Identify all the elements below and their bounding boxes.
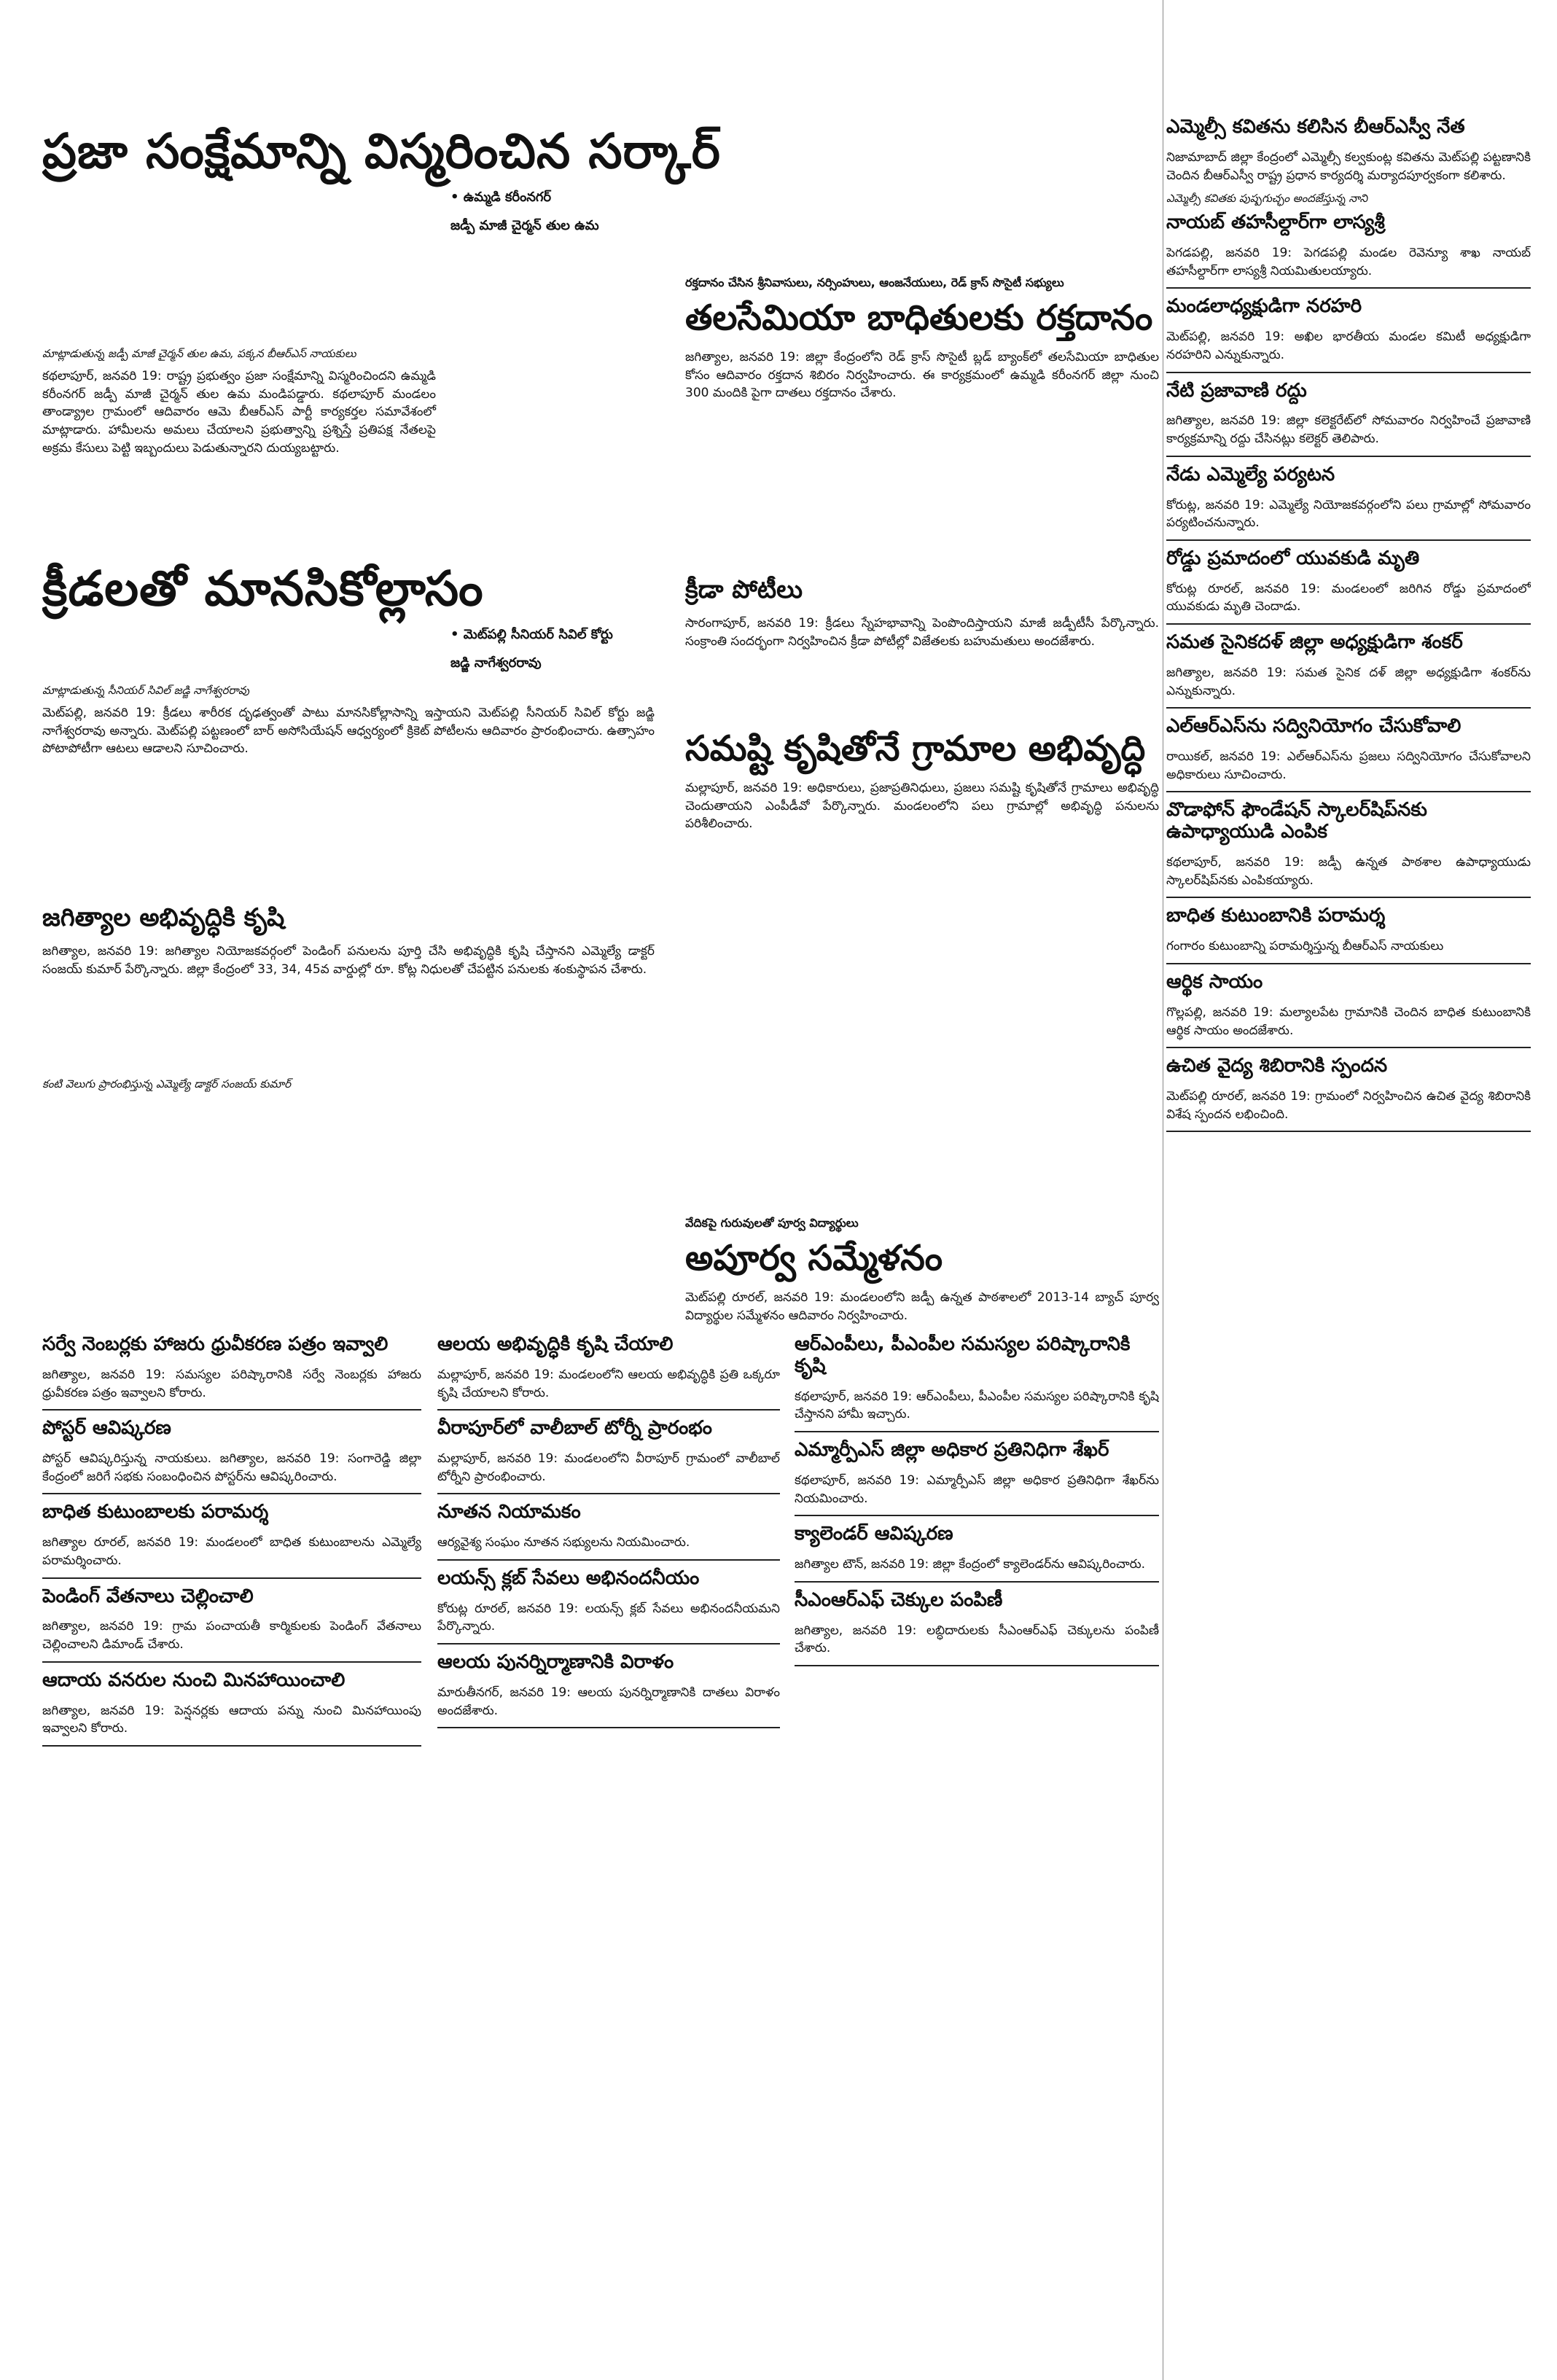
lead-byline-2: జడ్పీ మాజీ చైర్మన్ తుల ఉమ xyxy=(450,217,599,233)
brief-headline: సర్వే నెంబర్లకు హాజరు ధ్రువీకరణ పత్రం ఇవ్వాలి xyxy=(42,1334,389,1355)
brief-headline: నేడు ఎమ్మెల్యే పర్యటన xyxy=(1166,463,1335,485)
sports-caption: మాట్లాడుతున్న సీనియర్ సివిల్ జడ్జి నాగేశ్వరరావు xyxy=(42,683,249,697)
news-brief xyxy=(795,1334,1159,1432)
brief-body: మల్లాపూర్, జనవరి 19: మండలంలోని ఆలయ అభివృద్ధికి ప్రతి ఒక్కరూ కృషి చేయాలని కోరారు. xyxy=(437,1367,780,1400)
brief-body: పెగడపల్లి, జనవరి 19: పెగడపల్లి మండల రెవెన్యూ శాఖ నాయబ్ తహసీల్దార్‌గా లాస్యశ్రీ నియమితులయ్యారు. xyxy=(1166,246,1531,278)
brief-divider xyxy=(42,1577,421,1579)
brief-body: కథలాపూర్, జనవరి 19: ఆర్ఎంపీలు, పీఎంపీల సమస్యల పరిష్కారానికి కృషి చేస్తానని హామీ ఇచ్చారు. xyxy=(795,1389,1159,1422)
bottom-column-1 xyxy=(42,1334,421,2354)
news-brief xyxy=(42,1418,421,1494)
brief-divider xyxy=(437,1643,780,1644)
brief-divider xyxy=(1166,791,1531,792)
sports-body: మెట్‌పల్లి, జనవరి 19: క్రీడలు శారీరక దృఢత్వంతో పాటు మానసికోల్లాసాన్ని ఇస్తాయని మెట్‌పల్లి సీనియర్ సివిల్ కోర్టు జడ్జి నాగేశ్వరరావు అన్నారు. మెట్‌పల్లి పట్టణంలో బార్ అసోసియేషన్ ఆధ్వర్యంలో క్రికెట్ పోటీలను ఆదివారం ప్రారంభించారు. ఉత్సాహం పోటాపోటీగా ఆటలు ఆడాలని సూచించారు. xyxy=(42,705,655,757)
brief-headline: వీరాపూర్‌లో వాలీబాల్ టోర్నీ ప్రారంభం xyxy=(437,1417,712,1440)
sidebar-caption: ఎమ్మెల్సీ కవితకు పుష్పగుచ్ఛం అందజేస్తున్న నాని xyxy=(1166,192,1367,206)
samashti-headline: సమష్టి కృషితోనే గ్రామాల అభివృద్ధి xyxy=(685,729,1146,769)
brief-divider xyxy=(1166,539,1531,541)
brief-divider xyxy=(42,1661,421,1663)
news-brief xyxy=(795,1590,1159,1666)
news-brief xyxy=(42,1586,421,1663)
brief-body: గొల్లపల్లి, జనవరి 19: మల్యాలపేట గ్రామానికి చెందిన బాధిత కుటుంబానికి ఆర్థిక సాయం అందజేశారు. xyxy=(1166,1004,1531,1038)
news-brief xyxy=(1166,716,1531,792)
apurva-headline: అపూర్వ సమ్మేళనం xyxy=(685,1238,943,1279)
krida-headline: క్రీడా పోటీలు xyxy=(685,576,803,604)
brief-divider xyxy=(42,1493,421,1494)
thalassemia-headline: తలసేమియా బాధితులకు రక్తదానం xyxy=(685,297,1153,338)
brief-divider xyxy=(1166,1131,1531,1132)
brief-divider xyxy=(795,1665,1159,1666)
brief-headline: బాధిత కుటుంబాలకు పరామర్శ xyxy=(42,1501,269,1523)
right-sidebar xyxy=(1166,117,1531,2347)
brief-divider xyxy=(1166,897,1531,898)
sports-byline-1: • మెట్‌పల్లి సీనియర్ సివిల్ కోర్టు xyxy=(450,626,613,642)
brief-headline: ఆర్ఎంపీలు, పీఎంపీల సమస్యల పరిష్కారానికి కృషి xyxy=(795,1334,1131,1377)
lead-body: కథలాపూర్, జనవరి 19: రాష్ట్ర ప్రభుత్వం ప్రజా సంక్షేమాన్ని విస్మరించిందని ఉమ్మడి కరీంనగర్ జడ్పీ మాజీ చైర్మన్ తుల ఉమ మండిపడ్డారు. కథలాపూర్ మండలం తాండ్య్రాల గ్రామంలో ఆదివారం ఆమె బీఆర్ఎస్ పార్టీ కార్యకర్తల సమావేశంలో మాట్లాడారు. హామీలను అమలు చేయాలని ప్రభుత్వాన్ని ప్రశ్నిస్తే ప్రతిపక్ష నేతలపై అక్రమ కేసులు పెట్టి ఇబ్బందులు పెడుతున్నారని దుయ్యబట్టారు. xyxy=(42,369,436,456)
brief-divider xyxy=(1166,372,1531,373)
lead-headline: ప్రజా సంక్షేమాన్ని విస్మరించిన సర్కార్ xyxy=(42,124,721,179)
development-story xyxy=(42,904,655,1283)
brief-headline: ఆర్థిక సాయం xyxy=(1166,970,1263,993)
brief-divider xyxy=(437,1727,780,1728)
brief-body: జగిత్యాల, జనవరి 19: సమస్యల పరిష్కారానికి సర్వే నెంబర్లకు హాజరు ధ్రువీకరణ పత్రం ఇవ్వాలని కోరారు. xyxy=(42,1367,421,1400)
news-brief xyxy=(795,1440,1159,1516)
samashti-body: మల్లాపూర్, జనవరి 19: అధికారులు, ప్రజాప్రతినిధులు, ప్రజలు సమష్టి కృషితోనే గ్రామాలు అభివృద్ధి చెందుతాయని ఎంపీడీవో పేర్కొన్నారు. మండలంలోని పలు గ్రామాల్లో అభివృద్ధి పనులను పరిశీలించారు. xyxy=(685,781,1159,832)
development-photo xyxy=(42,986,655,1073)
news-brief xyxy=(1166,381,1531,457)
brief-divider xyxy=(437,1409,780,1411)
brief-divider xyxy=(437,1493,780,1494)
news-brief xyxy=(1166,905,1531,964)
news-brief xyxy=(1166,1056,1531,1132)
brief-body: జగిత్యాల, జనవరి 19: జిల్లా కలెక్టరేట్‌లో సోమవారం నిర్వహించే ప్రజావాణి కార్యక్రమాన్ని రద్దు చేసినట్లు కలెక్టర్ తెలిపారు. xyxy=(1166,413,1531,447)
brief-body: మెట్‌పల్లి రూరల్, జనవరి 19: గ్రామంలో నిర్వహించిన ఉచిత వైద్య శిబిరానికి విశేష స్పందన లభించింది. xyxy=(1166,1089,1531,1122)
news-brief xyxy=(795,1523,1159,1583)
brief-body: మారుతీనగర్, జనవరి 19: ఆలయ పునర్నిర్మాణానికి దాతలు విరాళం అందజేశారు. xyxy=(437,1685,780,1718)
lead-caption: మాట్లాడుతున్న జడ్పీ మాజీ చైర్మన్ తుల ఉమ, పక్కన బీఆర్ఎస్ నాయకులు xyxy=(42,347,356,360)
brief-divider xyxy=(1166,1047,1531,1048)
brief-body: జగిత్యాల, జనవరి 19: సమత సైనిక దళ్ జిల్లా అధ్యక్షుడిగా శంకర్‌ను ఎన్నుకున్నారు. xyxy=(1166,665,1531,698)
brief-headline: ఎమ్మార్పీఎస్ జిల్లా అధికార ప్రతినిధిగా శేఖర్ xyxy=(795,1439,1109,1462)
brief-divider xyxy=(1166,456,1531,457)
brief-divider xyxy=(1166,963,1531,964)
sports-story xyxy=(42,561,655,889)
brief-divider xyxy=(795,1581,1159,1583)
news-brief xyxy=(1166,296,1531,372)
brief-headline: ఎల్ఆర్ఎస్‌ను సద్వినియోగం చేసుకోవాలి xyxy=(1166,715,1462,738)
brief-headline: సమత సైనికదళ్ జిల్లా అధ్యక్షుడిగా శంకర్ xyxy=(1166,631,1463,654)
brief-headline: నేటి ప్రజావాణి రద్దు xyxy=(1166,379,1307,402)
brief-headline: పెండింగ్ వేతనాలు చెల్లించాలి xyxy=(42,1585,254,1607)
krida-story xyxy=(685,576,1159,714)
brief-body: కోరుట్ల రూరల్, జనవరి 19: మండలంలో జరిగిన రోడ్డు ప్రమాదంలో యువకుడు మృతి చెందాడు. xyxy=(1166,581,1531,614)
brief-body: కోరుట్ల రూరల్, జనవరి 19: లయన్స్ క్లబ్ సేవలు అభినందనీయమని పేర్కొన్నారు. xyxy=(437,1601,780,1634)
lead-photo xyxy=(42,292,436,343)
news-brief xyxy=(437,1418,780,1494)
sidebar-briefs xyxy=(1166,212,1531,1132)
brief-headline: పోస్టర్ ఆవిష్కరణ xyxy=(42,1417,171,1440)
samashti-story xyxy=(685,729,1159,999)
news-brief xyxy=(437,1502,780,1561)
brief-divider xyxy=(795,1515,1159,1516)
development-headline: జగిత్యాల అభివృద్ధికి కృషి xyxy=(42,904,285,932)
brief-body: జగిత్యాల టౌన్, జనవరి 19: జిల్లా కేంద్రంలో క్యాలెండర్‌ను ఆవిష్కరించారు. xyxy=(795,1557,1146,1572)
news-brief xyxy=(437,1652,780,1728)
brief-headline: క్యాలెండర్ ఆవిష్కరణ xyxy=(795,1523,953,1545)
news-brief xyxy=(42,1670,421,1747)
brief-body: ఆర్యవైశ్య సంఘం నూతన సభ్యులను నియమించారు. xyxy=(437,1535,690,1550)
brief-headline: ఆదాయ వనరుల నుంచి మినహాయించాలి xyxy=(42,1669,346,1691)
news-brief xyxy=(1166,800,1531,898)
news-brief xyxy=(437,1568,780,1644)
brief-body: కోరుట్ల, జనవరి 19: ఎమ్మెల్యే నియోజకవర్గంలోని పలు గ్రామాల్లో సోమవారం పర్యటించనున్నారు. xyxy=(1166,497,1531,531)
brief-headline: వొడాఫోన్ ఫౌండేషన్ స్కాలర్‌షిప్‌నకు ఉపాధ్యాయుడి ఎంపిక xyxy=(1166,799,1427,843)
news-brief xyxy=(1166,464,1531,541)
brief-headline: ఆలయ అభివృద్ధికి కృషి చేయాలి xyxy=(437,1334,674,1355)
brief-headline: లయన్స్ క్లబ్ సేవలు అభినందనీయం xyxy=(437,1566,700,1589)
brief-body: మల్లాపూర్, జనవరి 19: మండలంలోని వీరాపూర్ గ్రామంలో వాలీబాల్ టోర్నీని ప్రారంభించారు. xyxy=(437,1451,780,1484)
brief-headline: ఆలయ పునర్నిర్మాణానికి విరాళం xyxy=(437,1651,674,1674)
brief-body: మెట్‌పల్లి, జనవరి 19: అఖిల భారతీయ మండల కమిటీ అధ్యక్షుడిగా నరహరిని ఎన్నుకున్నారు. xyxy=(1166,329,1531,362)
thalassemia-kicker: రక్తదానం చేసిన శ్రీనివాసులు, నర్సింహులు, ఆంజనేయులు, రెడ్ క్రాస్ సొసైటీ సభ్యులు xyxy=(685,276,1064,289)
brief-divider xyxy=(1166,707,1531,709)
thalassemia-story xyxy=(685,270,1159,569)
brief-body: జగిత్యాల రూరల్, జనవరి 19: మండలంలో బాధిత కుటుంబాలను ఎమ్మెల్యే పరామర్శించారు. xyxy=(42,1535,421,1568)
development-caption: కంటి వెలుగు ప్రారంభిస్తున్న ఎమ్మెల్యే డాక్టర్ సంజయ్ కుమార్ xyxy=(42,1077,291,1091)
sidebar-body: నిజామాబాద్ జిల్లా కేంద్రంలో ఎమ్మెల్సీ కల్వకుంట్ల కవితను మెట్‌పల్లి పట్టణానికి చెందిన బీఆర్ఎస్వీ రాష్ట్ర ప్రధాన కార్యదర్శి మర్యాదపూర్వకంగా కలిశారు. xyxy=(1166,149,1531,183)
sidebar-headline: ఎమ్మెల్సీ కవితను కలిసిన బీఆర్ఎస్వీ నేత xyxy=(1166,117,1465,138)
brief-body: కథలాపూర్, జనవరి 19: జడ్పీ ఉన్నత పాఠశాల ఉపాధ్యాయుడు స్కాలర్‌షిప్‌నకు ఎంపికయ్యారు. xyxy=(1166,855,1531,888)
brief-divider xyxy=(1166,287,1531,289)
apurva-kicker: వేదికపై గురువులతో పూర్వ విద్యార్థులు xyxy=(685,1216,859,1230)
news-brief xyxy=(1166,632,1531,709)
apurva-story xyxy=(685,1210,1159,1334)
brief-headline: బాధిత కుటుంబానికి పరామర్శ xyxy=(1166,905,1386,927)
brief-headline: మండలాధ్యక్షుడిగా నరహరి xyxy=(1166,295,1362,318)
news-brief xyxy=(1166,212,1531,289)
brief-body: కథలాపూర్, జనవరి 19: ఎమ్మార్పీఎస్ జిల్లా అధికార ప్రతినిధిగా శేఖర్‌ను నియమించారు. xyxy=(795,1472,1159,1506)
news-brief xyxy=(1166,972,1531,1048)
brief-headline: నూతన నియామకం xyxy=(437,1501,581,1523)
thalassemia-body: జగిత్యాల, జనవరి 19: జిల్లా కేంద్రంలోని రెడ్ క్రాస్ సొసైటీ బ్లడ్ బ్యాంక్‌లో తలసేమియా బాధితుల కోసం ఆదివారం రక్తదాన శిబిరం నిర్వహించారు. ఈ కార్యక్రమంలో ఉమ్మడి కరీంనగర్ జిల్లా నుంచి 300 మందికి పైగా దాతలు రక్తదానం చేశారు. xyxy=(685,350,1159,401)
news-brief xyxy=(42,1502,421,1578)
brief-body: జగిత్యాల, జనవరి 19: గ్రామ పంచాయతీ కార్మికులకు పెండింగ్ వేతనాలు చెల్లించాలని డిమాండ్ చేశారు. xyxy=(42,1619,421,1653)
sports-byline-2: జడ్జి నాగేశ్వరరావు xyxy=(450,655,542,671)
brief-body: పోస్టర్ ఆవిష్కరిస్తున్న నాయకులు. జగిత్యాల, జనవరి 19: సంగారెడ్డి జిల్లా కేంద్రంలో జరిగే సభకు సంబంధించిన పోస్టర్‌ను ఆవిష్కరించారు. xyxy=(42,1451,421,1484)
bottom-column-2 xyxy=(437,1334,780,2354)
sports-headline: క్రీడలతో మానసికోల్లాసం xyxy=(42,561,484,617)
brief-body: జగిత్యాల, జనవరి 19: పెన్షనర్లకు ఆదాయ పన్ను నుంచి మినహాయింపు ఇవ్వాలని కోరారు. xyxy=(42,1703,421,1736)
brief-headline: రోడ్డు ప్రమాదంలో యువకుడి మృతి xyxy=(1166,547,1420,569)
news-brief xyxy=(1166,548,1531,625)
news-brief xyxy=(42,1334,421,1411)
brief-divider xyxy=(1166,623,1531,625)
brief-body: గంగారం కుటుంబాన్ని పరామర్శిస్తున్న బీఆర్ఎస్ నాయకులు xyxy=(1166,939,1444,954)
bottom-column-3 xyxy=(795,1334,1159,2354)
development-body: జగిత్యాల, జనవరి 19: జగిత్యాల నియోజకవర్గంలో పెండింగ్ పనులను పూర్తి చేసి అభివృద్ధికి కృషి చేస్తానని ఎమ్మెల్యే డాక్టర్ సంజయ్ కుమార్ పేర్కొన్నారు. జిల్లా కేంద్రంలో 33, 34, 45వ వార్డుల్లో రూ. కోట్ల నిధులతో చేపట్టిన పనులకు శంకుస్థాపన చేశారు. xyxy=(42,944,655,977)
brief-body: రాయికల్, జనవరి 19: ఎల్ఆర్ఎస్‌ను ప్రజలు సద్వినియోగం చేసుకోవాలని అధికారులు సూచించారు. xyxy=(1166,749,1531,782)
brief-divider xyxy=(437,1559,780,1561)
brief-headline: సీఎంఆర్ఎఫ్ చెక్కుల పంపిణీ xyxy=(795,1588,1003,1611)
news-brief xyxy=(437,1334,780,1411)
brief-divider xyxy=(42,1745,421,1747)
brief-headline: నాయబ్ తహసీల్దార్‌గా లాస్యశ్రీ xyxy=(1166,211,1385,234)
brief-body: జగిత్యాల, జనవరి 19: లబ్ధిదారులకు సీఎంఆర్ఎఫ్ చెక్కులను పంపిణీ చేశారు. xyxy=(795,1623,1159,1656)
lead-byline-1: • ఉమ్మడి కరీంనగర్ xyxy=(450,189,551,205)
brief-divider xyxy=(42,1409,421,1411)
brief-headline: ఉచిత వైద్య శిబిరానికి స్పందన xyxy=(1166,1055,1388,1077)
brief-divider xyxy=(795,1431,1159,1432)
krida-body: సారంగాపూర్, జనవరి 19: క్రీడలు స్నేహభావాన్ని పెంపొందిస్తాయని మాజీ జడ్పీటీసీ పేర్కొన్నారు. సంక్రాంతి సందర్భంగా నిర్వహించిన క్రీడా పోటీల్లో విజేతలకు బహుమతులు అందజేశారు. xyxy=(685,616,1159,649)
apurva-body: మెట్‌పల్లి రూరల్, జనవరి 19: మండలంలోని జడ్పీ ఉన్నత పాఠశాలలో 2013-14 బ్యాచ్ పూర్వ విద్యార్థుల సమ్మేళనం ఆదివారం నిర్వహించారు. xyxy=(685,1290,1159,1323)
